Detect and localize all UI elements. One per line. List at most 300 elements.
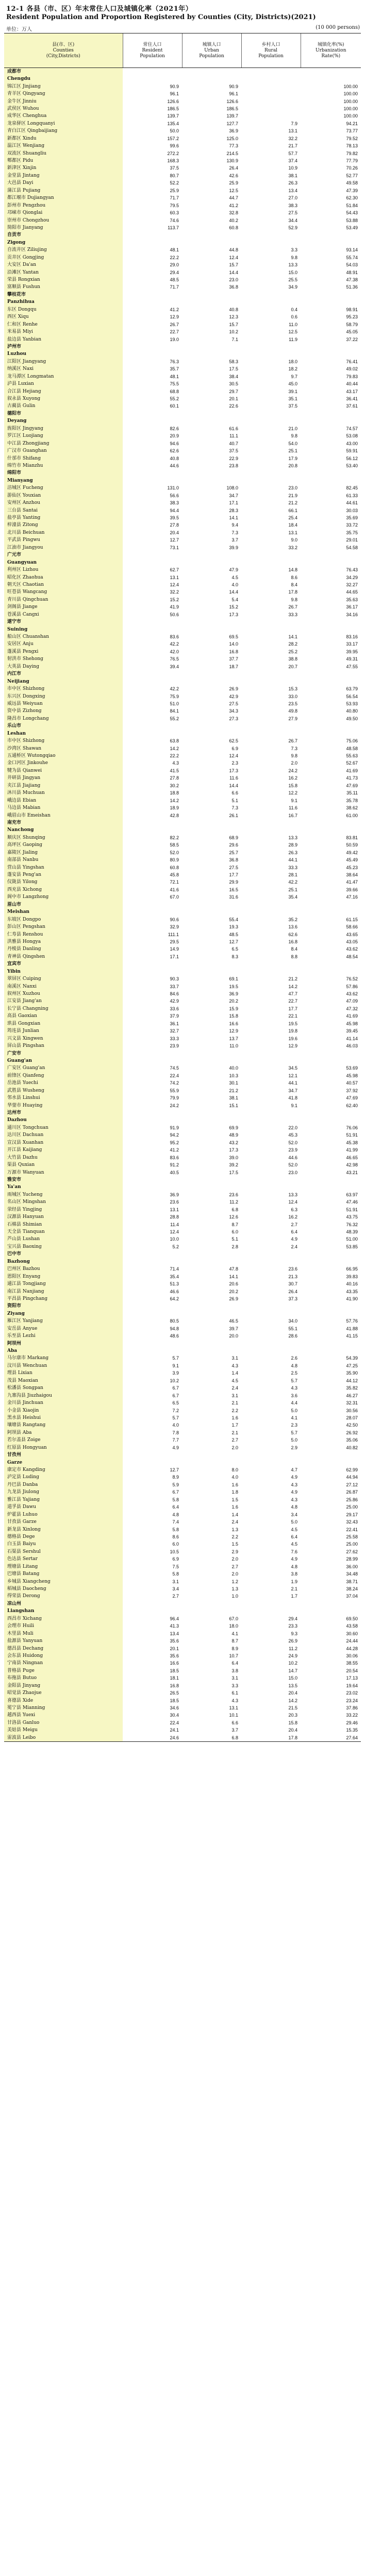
value-cell: 7.2 <box>172 1408 179 1413</box>
table-row <box>4 462 361 469</box>
region-name-cell: 东区 Dongqu <box>4 306 123 313</box>
value-cell <box>301 417 361 425</box>
value-cell: 130.9 <box>226 158 238 164</box>
table-row <box>4 224 361 231</box>
value-cell: 15.8 <box>288 783 297 788</box>
value-cell: 2.1 <box>231 1400 238 1406</box>
table-row <box>4 603 361 611</box>
table-row <box>4 469 361 477</box>
table-row <box>4 506 361 514</box>
value-cell <box>123 239 182 246</box>
table-row <box>4 261 361 268</box>
value-cell: 4.3 <box>231 1698 238 1703</box>
value-cell: 8.0 <box>231 1467 238 1473</box>
region-name-cell: 高县 Gaoxian <box>4 1012 123 1020</box>
value-cell: 17.3 <box>229 1147 238 1153</box>
value-cell <box>123 477 182 484</box>
region-name-cell: 通江县 Tongjiang <box>4 1280 123 1287</box>
region-name-cell: 江阳区 Jiangyang <box>4 358 123 365</box>
region-name-cell: 理县 Lixian <box>4 1369 123 1377</box>
region-name-cell: 屏山县 Pingshan <box>4 1042 123 1049</box>
value-cell: 14.2 <box>170 745 179 751</box>
value-cell: 23.02 <box>346 1690 358 1696</box>
table-row <box>4 1250 361 1258</box>
table-row <box>4 1362 361 1369</box>
value-cell: 47.32 <box>346 1006 358 1011</box>
region-name-cell: 德格县 Dege <box>4 1533 123 1540</box>
value-cell: 6.4 <box>291 1534 297 1539</box>
value-cell <box>123 298 182 306</box>
value-cell: 5.7 <box>172 1355 179 1361</box>
value-cell <box>301 1049 361 1057</box>
region-name-cell: 古蔺县 Gulin <box>4 402 123 410</box>
value-cell: 26.9 <box>229 686 238 692</box>
value-cell: 40.8 <box>170 455 179 461</box>
value-cell <box>123 625 182 633</box>
table-row <box>4 796 361 804</box>
value-cell: 99.6 <box>170 143 179 149</box>
value-cell: 29.17 <box>346 1512 358 1517</box>
table-row <box>4 752 361 759</box>
value-cell: 4.0 <box>231 582 238 587</box>
value-cell: 43.2 <box>229 1140 238 1145</box>
table-row <box>4 782 361 789</box>
value-cell: 48.5 <box>170 277 179 283</box>
value-cell: 38.24 <box>346 1586 358 1592</box>
region-name-cell: 青白江区 Qingbaijiang <box>4 127 123 134</box>
value-cell: 4.5 <box>291 1527 297 1532</box>
value-cell <box>123 1451 182 1459</box>
value-cell: 53.93 <box>346 701 358 706</box>
value-cell: 77.3 <box>229 143 238 149</box>
value-cell <box>301 558 361 566</box>
region-name-cell: 高坪区 Gaoping <box>4 841 123 849</box>
value-cell <box>241 625 301 633</box>
value-cell: 22.1 <box>288 1013 297 1019</box>
value-cell <box>301 826 361 834</box>
table-row <box>4 82 361 90</box>
value-cell: 100.00 <box>343 91 358 97</box>
region-name-cell: 昭觉县 Zhaojue <box>4 1689 123 1697</box>
value-cell: 98.91 <box>346 307 358 312</box>
value-cell: 4.1 <box>291 1415 297 1420</box>
table-row <box>4 625 361 633</box>
value-cell: 113.7 <box>168 225 179 230</box>
region-name-cell: 阿坝州 <box>4 1340 123 1347</box>
region-name-cell: 富顺县 Fushun <box>4 283 123 291</box>
value-cell: 62.5 <box>229 738 238 744</box>
value-cell: 23.9 <box>170 1043 179 1049</box>
value-cell <box>241 1057 301 1064</box>
value-cell <box>182 968 241 975</box>
value-cell: 12.4 <box>229 255 238 260</box>
region-name-cell: 仁寿县 Renshou <box>4 930 123 938</box>
value-cell: 13.1 <box>170 574 179 580</box>
value-cell: 3.8 <box>231 1668 238 1673</box>
value-cell: 34.9 <box>288 284 297 290</box>
region-name-cell: 布拖县 Butuo <box>4 1674 123 1682</box>
value-cell: 3.3 <box>291 247 297 253</box>
value-cell: 40.2 <box>229 217 238 223</box>
value-cell: 127.7 <box>226 121 238 126</box>
table-row <box>4 826 361 834</box>
region-name-cell: 普格县 Puge <box>4 1667 123 1674</box>
value-cell: 11.6 <box>289 805 297 811</box>
table-row <box>4 1734 361 1742</box>
region-name-cell: 德阳市 <box>4 410 123 417</box>
value-cell <box>182 1600 241 1607</box>
table-row <box>4 1689 361 1697</box>
region-name-cell: 武侯区 Wuhou <box>4 105 123 112</box>
region-name-cell: 威远县 Weiyuan <box>4 700 123 707</box>
value-cell: 91.9 <box>170 1125 179 1130</box>
table-row <box>4 90 361 97</box>
value-cell: 32.2 <box>170 589 179 595</box>
region-name-cell: 合江县 Hejiang <box>4 387 123 395</box>
region-name-cell: 成都市 <box>4 68 123 76</box>
table-row <box>4 246 361 253</box>
value-cell: 32.8 <box>229 210 238 216</box>
value-cell: 25.7 <box>229 850 238 855</box>
value-cell: 12.9 <box>170 314 179 320</box>
value-cell: 54.03 <box>346 262 358 268</box>
region-name-cell: 宜宾市 <box>4 960 123 968</box>
value-cell: 5.8 <box>172 1497 179 1502</box>
table-row <box>4 975 361 982</box>
value-cell: 34.48 <box>346 1571 358 1577</box>
table-row <box>4 566 361 573</box>
value-cell: 12.6 <box>229 1214 238 1220</box>
region-name-cell: 营山县 Yingshan <box>4 863 123 871</box>
region-name-cell: 宝兴县 Baoxing <box>4 1243 123 1250</box>
value-cell <box>301 343 361 350</box>
value-cell: 26.3 <box>288 180 297 186</box>
region-name-cell: 西昌市 Xichang <box>4 1615 123 1622</box>
value-cell: 16.8 <box>170 1683 179 1688</box>
value-cell: 0.6 <box>291 314 297 320</box>
table-row <box>4 789 361 796</box>
table-row <box>4 1131 361 1139</box>
value-cell: 35.78 <box>346 798 358 803</box>
value-cell: 13.1 <box>229 1705 238 1711</box>
value-cell: 49.58 <box>346 180 358 186</box>
value-cell: 14.4 <box>229 783 238 788</box>
value-cell <box>123 960 182 968</box>
table-title-chinese: 12-1 各县（市、区）年末常住人口及城镇化率（2021年） <box>6 5 193 13</box>
region-name-cell: 珙县 Gongxian <box>4 1020 123 1027</box>
value-cell: 43.58 <box>346 1623 358 1629</box>
region-name-cell: 双流区 Shuangliu <box>4 149 123 157</box>
value-cell: 47.69 <box>346 1095 358 1101</box>
value-cell: 20.6 <box>229 1281 238 1287</box>
value-cell: 27.5 <box>288 210 297 216</box>
value-cell: 13.1 <box>170 1207 179 1212</box>
region-name-cell: 大竹县 Dazhu <box>4 1154 123 1161</box>
value-cell: 18.9 <box>170 805 179 811</box>
value-cell: 25.00 <box>346 1504 358 1510</box>
value-cell: 13.7 <box>229 1036 238 1041</box>
value-cell: 52.9 <box>288 225 297 230</box>
value-cell: 22.2 <box>170 753 179 759</box>
value-cell: 16.2 <box>288 775 297 781</box>
value-cell: 9.1 <box>291 798 297 803</box>
value-cell: 41.73 <box>346 775 358 781</box>
value-cell: 71.7 <box>170 284 179 290</box>
value-cell: 59.91 <box>346 448 358 454</box>
table-row <box>4 1347 361 1354</box>
value-cell <box>182 231 241 239</box>
value-cell <box>123 1310 182 1317</box>
region-name-cell: 简阳市 Jianyang <box>4 224 123 231</box>
value-cell: 4.3 <box>172 760 179 766</box>
value-cell: 18.5 <box>170 1698 179 1703</box>
table-row <box>4 997 361 1005</box>
region-name-cell: 涪城区 Fucheng <box>4 484 123 492</box>
table-row <box>4 856 361 863</box>
table-row <box>4 149 361 157</box>
value-cell <box>301 75 361 82</box>
value-cell: 44.94 <box>346 1475 358 1480</box>
value-cell: 72.1 <box>170 879 179 885</box>
value-cell: 6.9 <box>172 1556 179 1562</box>
value-cell: 16.6 <box>229 1021 238 1026</box>
value-cell: 4.9 <box>291 1489 297 1495</box>
table-row <box>4 923 361 930</box>
region-name-cell: 雨城区 Yucheng <box>4 1191 123 1198</box>
value-cell: 44.28 <box>346 1646 358 1651</box>
table-row <box>4 901 361 908</box>
value-cell: 6.6 <box>231 790 238 796</box>
value-cell: 26.9 <box>288 1638 297 1644</box>
value-cell: 33.17 <box>346 641 358 647</box>
value-cell: 58.3 <box>229 359 238 364</box>
value-cell: 33.22 <box>346 1713 358 1718</box>
table-row <box>4 1101 361 1109</box>
value-cell: 2.0 <box>231 1556 238 1562</box>
table-row <box>4 1511 361 1518</box>
table-row <box>4 1377 361 1384</box>
region-name-cell: 泸定县 Luding <box>4 1473 123 1481</box>
value-cell: 34.0 <box>288 1318 297 1324</box>
table-row <box>4 283 361 291</box>
value-cell: 26.5 <box>170 1690 179 1696</box>
value-cell: 1.3 <box>231 1586 238 1592</box>
value-cell: 43.62 <box>346 946 358 952</box>
value-cell: 1.9 <box>291 1579 297 1584</box>
value-cell: 17.8 <box>288 589 297 595</box>
value-cell: 41.2 <box>170 307 179 312</box>
value-cell: 44.1 <box>288 1080 297 1086</box>
value-cell: 38.3 <box>170 500 179 506</box>
value-cell: 94.6 <box>170 440 179 446</box>
region-name-cell: 剑阁县 Jiange <box>4 603 123 611</box>
value-cell <box>241 231 301 239</box>
value-cell: 53.69 <box>346 1065 358 1071</box>
value-cell: 39.95 <box>346 649 358 654</box>
value-cell <box>182 1109 241 1116</box>
table-row <box>4 1481 361 1488</box>
region-name-cell: 彭州市 Pengzhou <box>4 201 123 209</box>
table-row <box>4 804 361 811</box>
value-cell: 6.4 <box>291 1229 297 1235</box>
value-cell: 26.7 <box>288 738 297 744</box>
value-cell <box>241 960 301 968</box>
value-cell: 12.3 <box>229 314 238 320</box>
region-name-cell: 犍为县 Qianwei <box>4 767 123 774</box>
value-cell: 45.05 <box>346 329 358 335</box>
table-row <box>4 849 361 856</box>
value-cell: 9.7 <box>291 374 297 379</box>
value-cell: 51.0 <box>170 701 179 706</box>
value-cell: 32.31 <box>346 1400 358 1406</box>
table-row <box>4 201 361 209</box>
value-cell: 26.4 <box>229 165 238 171</box>
table-row <box>4 1585 361 1592</box>
value-cell: 39.7 <box>229 1326 238 1331</box>
value-cell: 6.1 <box>231 1690 238 1696</box>
value-cell: 30.60 <box>346 1631 358 1636</box>
value-cell: 27.12 <box>346 1482 358 1487</box>
value-cell: 11.9 <box>289 336 297 342</box>
value-cell: 16.6 <box>170 1660 179 1666</box>
value-cell: 49.02 <box>346 366 358 372</box>
value-cell: 77.79 <box>346 158 358 164</box>
table-row <box>4 1704 361 1711</box>
value-cell: 20.1 <box>229 396 238 402</box>
value-cell: 32.7 <box>170 1028 179 1034</box>
region-name-cell: 叙州区 Xuzhou <box>4 990 123 997</box>
table-row <box>4 990 361 997</box>
region-name-cell: 苍溪县 Cangxi <box>4 611 123 618</box>
region-name-cell: 平武县 Pingwu <box>4 536 123 544</box>
value-cell: 9.1 <box>291 1103 297 1108</box>
value-cell <box>182 722 241 730</box>
table-row <box>4 1399 361 1406</box>
region-name-cell: 天全县 Tianquan <box>4 1228 123 1235</box>
table-row <box>4 373 361 380</box>
value-cell: 33.7 <box>170 984 179 989</box>
value-cell: 46.03 <box>346 1043 358 1049</box>
value-cell: 38.8 <box>288 656 297 662</box>
value-cell: 34.3 <box>229 708 238 714</box>
table-row <box>4 960 361 968</box>
table-row <box>4 544 361 551</box>
value-cell <box>241 477 301 484</box>
value-cell: 46.5 <box>229 1318 238 1324</box>
value-cell: 2.1 <box>291 1586 297 1592</box>
value-cell <box>182 1347 241 1354</box>
value-cell: 29.7 <box>229 388 238 394</box>
region-name-cell: 金牛区 Jinniu <box>4 97 123 105</box>
value-cell: 29.6 <box>229 842 238 848</box>
value-cell: 7.4 <box>172 1519 179 1525</box>
value-cell: 5.8 <box>172 1527 179 1532</box>
table-row <box>4 1555 361 1563</box>
table-row <box>4 1637 361 1645</box>
value-cell: 8.4 <box>291 946 297 952</box>
table-row <box>4 938 361 945</box>
value-cell: 32.9 <box>170 924 179 930</box>
table-row <box>4 454 361 462</box>
value-cell: 36.00 <box>346 1564 358 1569</box>
value-cell <box>301 1116 361 1124</box>
value-cell: 41.88 <box>346 1326 358 1331</box>
value-cell: 20.8 <box>288 463 297 468</box>
value-cell <box>182 819 241 826</box>
region-name-cell: Ya'an <box>4 1183 123 1191</box>
value-cell: 23.6 <box>288 1266 297 1272</box>
value-cell: 68.9 <box>229 835 238 840</box>
value-cell: 4.3 <box>291 1482 297 1487</box>
value-cell: 34.6 <box>170 1705 179 1711</box>
table-row <box>4 1020 361 1027</box>
value-cell: 41.14 <box>346 1036 358 1041</box>
region-name-cell: Yibin <box>4 968 123 975</box>
value-cell: 41.9 <box>170 604 179 610</box>
value-cell: 82.6 <box>170 426 179 431</box>
table-header-row <box>4 33 361 68</box>
value-cell: 5.1 <box>231 798 238 803</box>
region-name-cell: 康定市 Kangding <box>4 1466 123 1473</box>
table-row <box>4 1139 361 1146</box>
value-cell <box>123 1183 182 1191</box>
value-cell: 20.4 <box>170 530 179 535</box>
value-cell: 8.3 <box>231 954 238 959</box>
value-cell: 23.0 <box>229 277 238 283</box>
value-cell: 8.9 <box>231 1646 238 1651</box>
column-header: 县(市、区) Counties (City,Districts) <box>4 33 123 68</box>
table-row <box>4 722 361 730</box>
value-cell: 43.62 <box>346 991 358 997</box>
value-cell: 55.1 <box>288 1326 297 1331</box>
value-cell: 35.2 <box>288 917 297 922</box>
region-name-cell: 汶川县 Wenchuan <box>4 1362 123 1369</box>
region-name-cell: 巴中市 <box>4 1250 123 1258</box>
value-cell: 20.4 <box>288 1690 297 1696</box>
value-cell: 79.5 <box>170 202 179 208</box>
table-row <box>4 1451 361 1459</box>
value-cell <box>241 1049 301 1057</box>
value-cell: 8.6 <box>172 1534 179 1539</box>
table-row <box>4 358 361 365</box>
value-cell: 83.81 <box>346 835 358 840</box>
value-cell <box>301 1607 361 1615</box>
value-cell <box>301 722 361 730</box>
value-cell: 44.61 <box>346 500 358 506</box>
value-cell: 100.00 <box>343 98 358 104</box>
value-cell: 11.1 <box>229 433 238 439</box>
region-name-cell: 南充市 <box>4 819 123 826</box>
value-cell: 23.3 <box>288 1623 297 1629</box>
value-cell: 76.5 <box>170 656 179 662</box>
value-cell <box>123 968 182 975</box>
region-name-cell: 五通桥区 Wutongqiao <box>4 752 123 759</box>
table-row <box>4 908 361 916</box>
value-cell: 42.8 <box>170 812 179 818</box>
region-name-cell: 罗江区 Luojiang <box>4 432 123 439</box>
table-row <box>4 1243 361 1250</box>
value-cell: 7.5 <box>172 1564 179 1569</box>
table-row <box>4 135 361 142</box>
value-cell: 35.06 <box>346 1437 358 1443</box>
value-cell: 126.6 <box>167 98 179 104</box>
table-row <box>4 1406 361 1414</box>
region-name-cell: 青羊区 Qingyang <box>4 90 123 97</box>
region-name-cell: 沙湾区 Shawan <box>4 744 123 752</box>
value-cell: 90.6 <box>170 917 179 922</box>
region-name-cell: 得荣县 Derong <box>4 1592 123 1600</box>
value-cell: 15.3 <box>288 686 297 692</box>
